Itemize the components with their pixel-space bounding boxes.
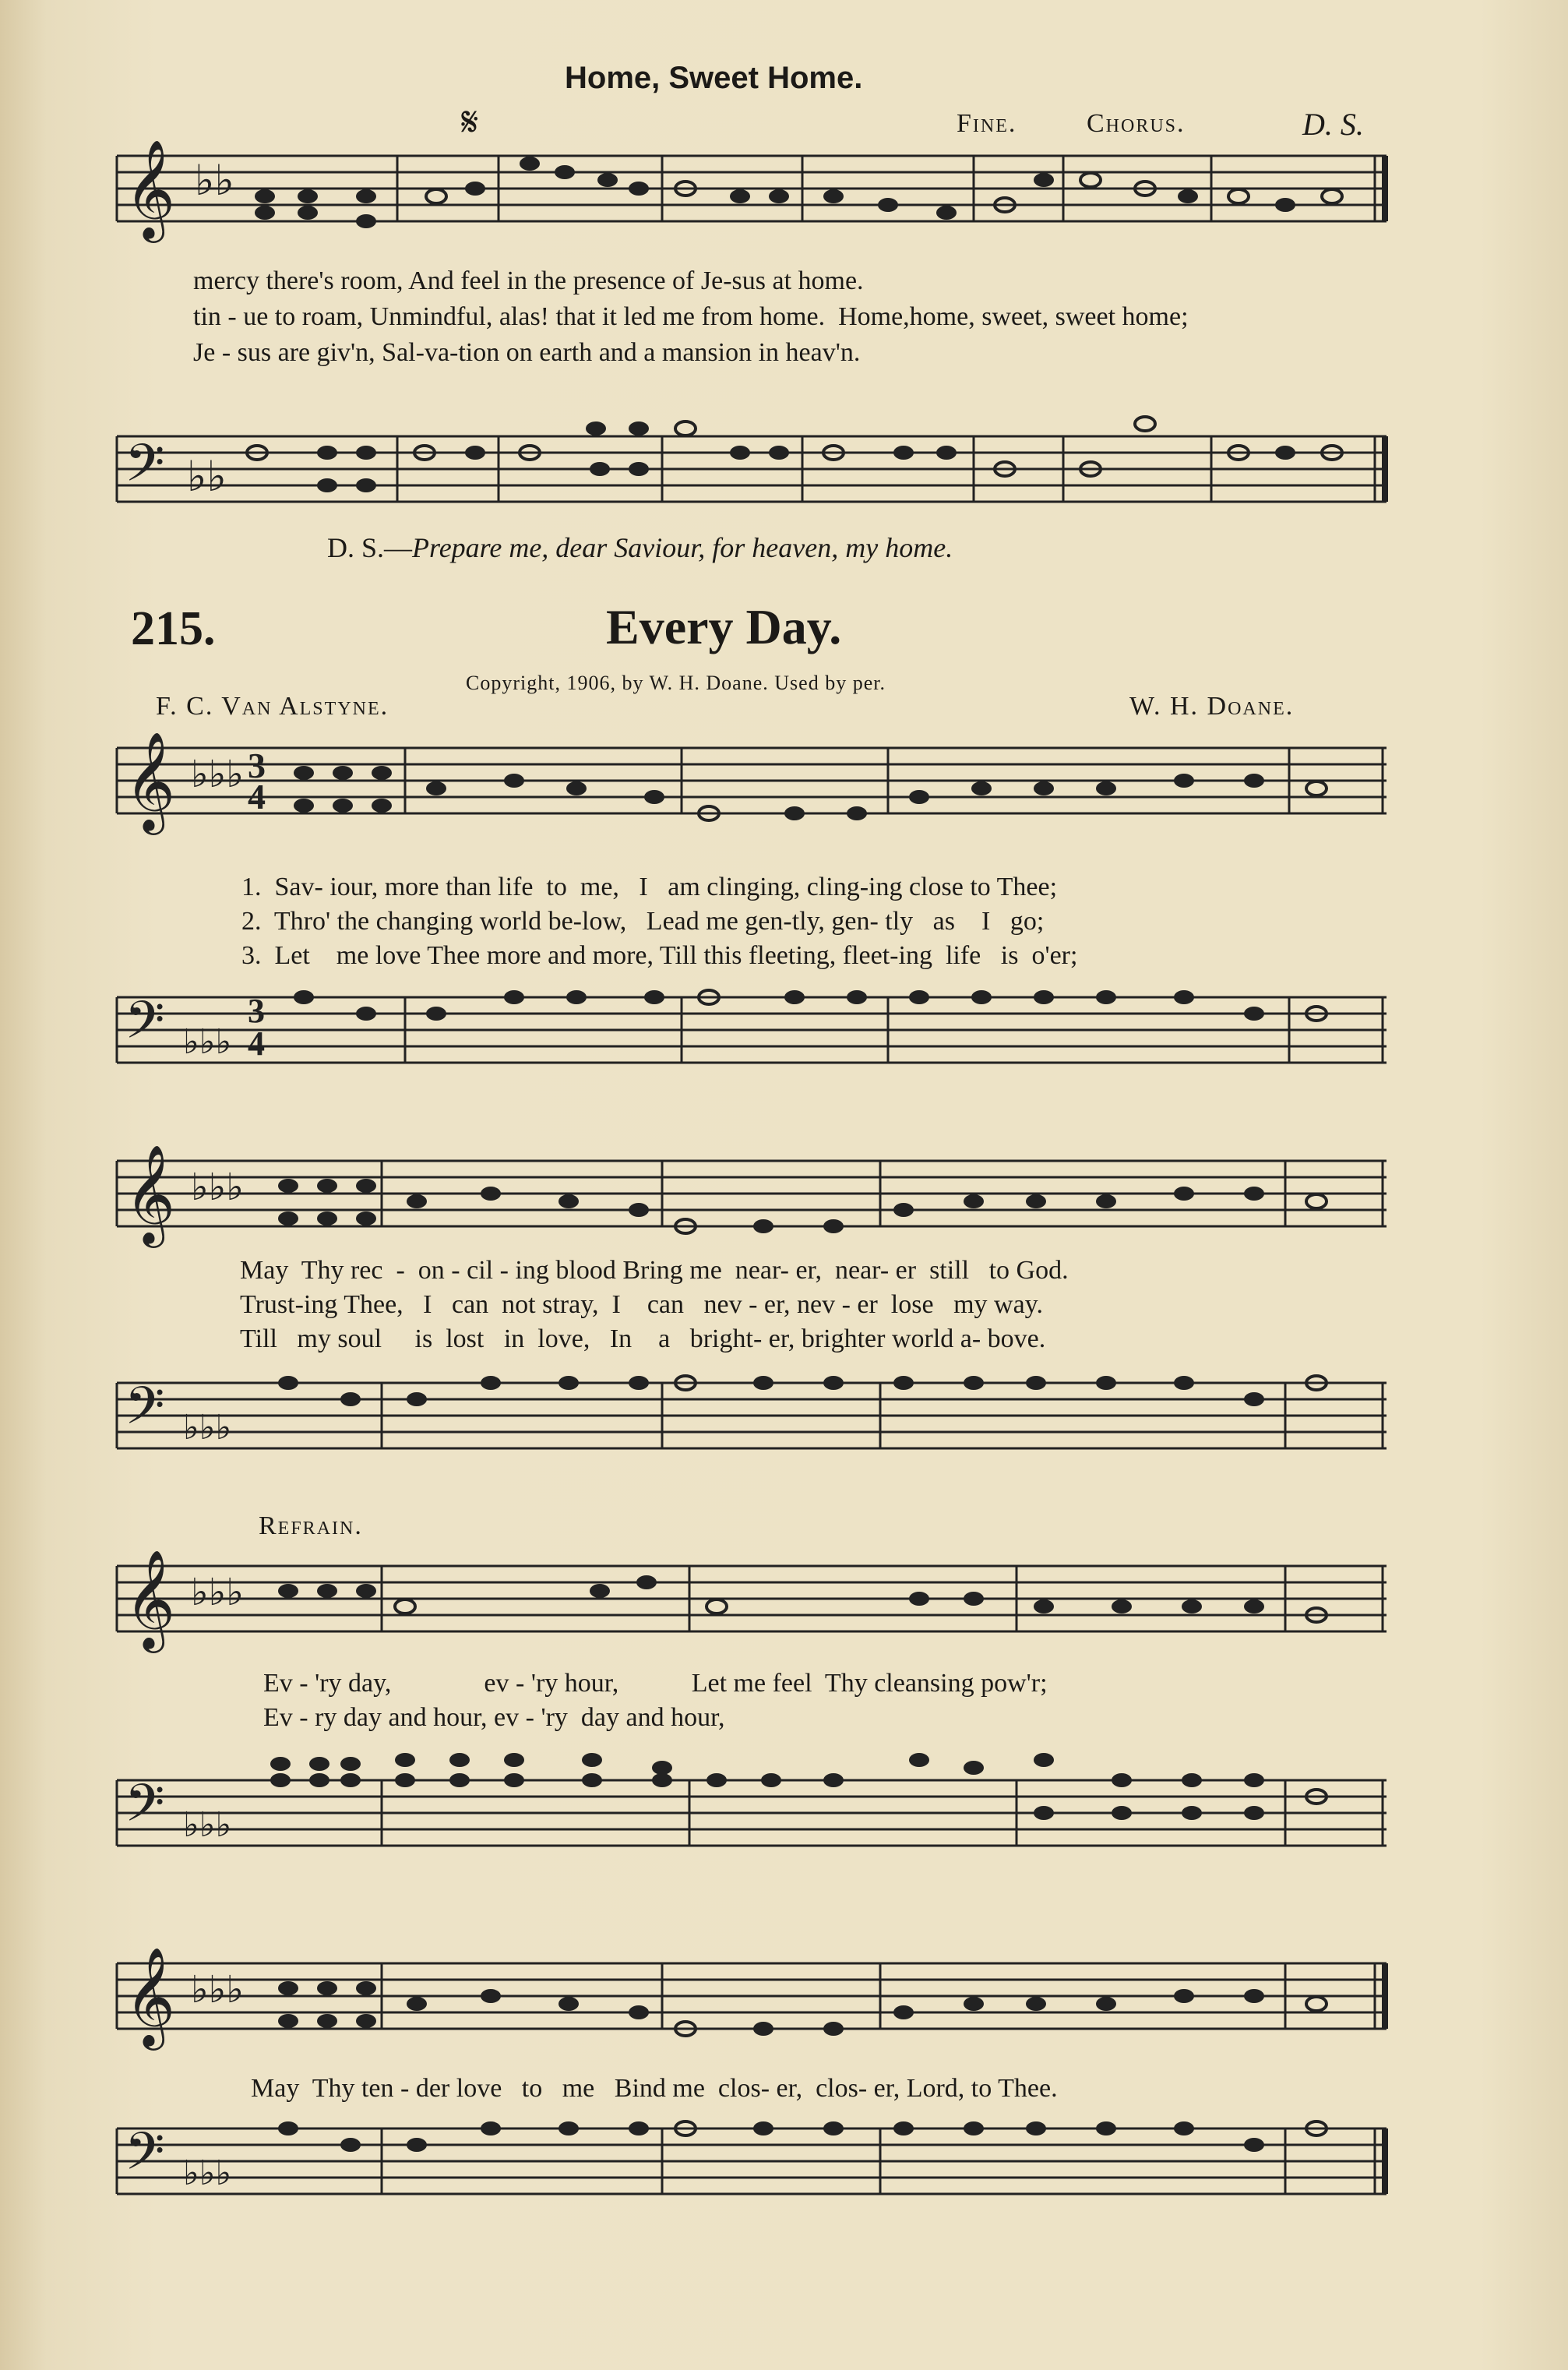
svg-text:𝄢: 𝄢: [125, 1376, 165, 1448]
svg-text:𝄞: 𝄞: [125, 140, 176, 238]
treble-staff-system-3: [0, 1543, 1568, 1659]
bass-staff-system-1: [0, 982, 1568, 1091]
svg-text:𝄢: 𝄢: [125, 2121, 165, 2194]
svg-text:♭♭♭: ♭♭♭: [191, 753, 244, 796]
svg-text:3: 3: [248, 746, 266, 785]
top-lyric-line-2: tin - ue to roam, Unmindful, alas! that it led me from home. Home,home, sweet, sweet home;: [193, 302, 1189, 331]
system-1-lyric-2: 2. Thro' the changing world be-low, Lead me gen-tly, gen- tly as I go;: [241, 907, 1045, 936]
hymn-number: 215.: [131, 602, 216, 655]
ds-mark: D. S.: [1302, 107, 1364, 142]
treble-staff-system-4: [0, 1940, 1568, 2065]
refrain-label: Refrain.: [259, 1511, 363, 1540]
treble-staff-system-1: [0, 725, 1568, 849]
svg-text:♭♭♭: ♭♭♭: [183, 1022, 232, 1062]
copyright-notice: Copyright, 1906, by W. H. Doane. Used by per.: [466, 672, 886, 694]
bass-staff-system-2: [0, 1367, 1568, 1476]
treble-staff-system-2: [0, 1137, 1568, 1262]
svg-text:♭♭♭: ♭♭♭: [183, 1408, 232, 1448]
bass-staff-system-3: [0, 1749, 1568, 1858]
svg-text:♭♭♭: ♭♭♭: [191, 1571, 244, 1614]
chorus-mark: Chorus.: [1087, 109, 1186, 138]
system-2-lyric-1: May Thy rec - on - cil - ing blood Bring me near- er, near- er still to God.: [240, 1256, 1069, 1285]
bass-staff-top: [0, 405, 1568, 530]
system-1-lyric-3: 3. Let me love Thee more and more, Till this fleeting, fleet-ing life is o'er;: [241, 941, 1078, 970]
svg-text:♭♭♭: ♭♭♭: [183, 1805, 232, 1845]
system-2-lyric-3: Till my soul is lost in love, In a bright- er, brighter world a- bove.: [240, 1324, 1046, 1353]
svg-text:𝄞: 𝄞: [125, 731, 176, 831]
svg-text:𝄢: 𝄢: [125, 990, 165, 1063]
fine-mark: Fine.: [957, 109, 1017, 138]
top-hymn-title: Home, Sweet Home.: [565, 61, 863, 95]
hymn-title: Every Day.: [606, 599, 842, 654]
svg-text:𝄞: 𝄞: [125, 1144, 176, 1243]
ds-footnote-prefix: D. S.—: [327, 532, 413, 563]
bass-staff-system-4: [0, 2113, 1568, 2222]
treble-staff-top: [0, 140, 1568, 249]
svg-text:𝄞: 𝄞: [125, 1549, 176, 1649]
svg-text:𝄞: 𝄞: [125, 1946, 176, 2046]
system-1-lyric-1: 1. Sav- iour, more than life to me, I am clinging, cling-ing close to Thee;: [241, 873, 1058, 901]
svg-text:♭♭♭: ♭♭♭: [191, 1968, 244, 2012]
top-lyric-line-3: Je - sus are giv'n, Sal-va-tion on earth and a mansion in heav'n.: [193, 338, 861, 367]
svg-text:4: 4: [248, 1025, 265, 1063]
lyricist-credit: F. C. Van Alstyne.: [156, 692, 389, 721]
ds-footnote-text: Prepare me, dear Saviour, for heaven, my home.: [412, 532, 953, 563]
svg-text:♭♭: ♭♭: [195, 156, 234, 205]
top-lyric-line-1: mercy there's room, And feel in the presence of Je-sus at home.: [193, 266, 864, 295]
svg-text:♭♭♭: ♭♭♭: [191, 1166, 244, 1209]
segno-mark: 𝄋: [461, 101, 479, 145]
svg-text:♭♭♭: ♭♭♭: [183, 2153, 232, 2193]
svg-text:𝄢: 𝄢: [125, 1773, 165, 1846]
system-3-lyric-1: Ev - 'ry day, ev - 'ry hour, Let me feel Thy cleansing pow'r;: [263, 1669, 1048, 1698]
ds-footnote: [327, 531, 953, 564]
composer-credit: W. H. Doane.: [1129, 692, 1295, 721]
svg-text:𝄢: 𝄢: [125, 433, 165, 506]
system-4-lyric-1: May Thy ten - der love to me Bind me clos- er, clos- er, Lord, to Thee.: [251, 2074, 1058, 2103]
svg-text:3: 3: [248, 992, 265, 1030]
system-2-lyric-2: Trust-ing Thee, I can not stray, I can nev - er, nev - er lose my way.: [240, 1290, 1043, 1319]
svg-text:♭♭: ♭♭: [187, 452, 227, 501]
system-3-lyric-2: Ev - ry day and hour, ev - 'ry day and hour,: [263, 1703, 725, 1732]
svg-text:4: 4: [248, 777, 266, 816]
